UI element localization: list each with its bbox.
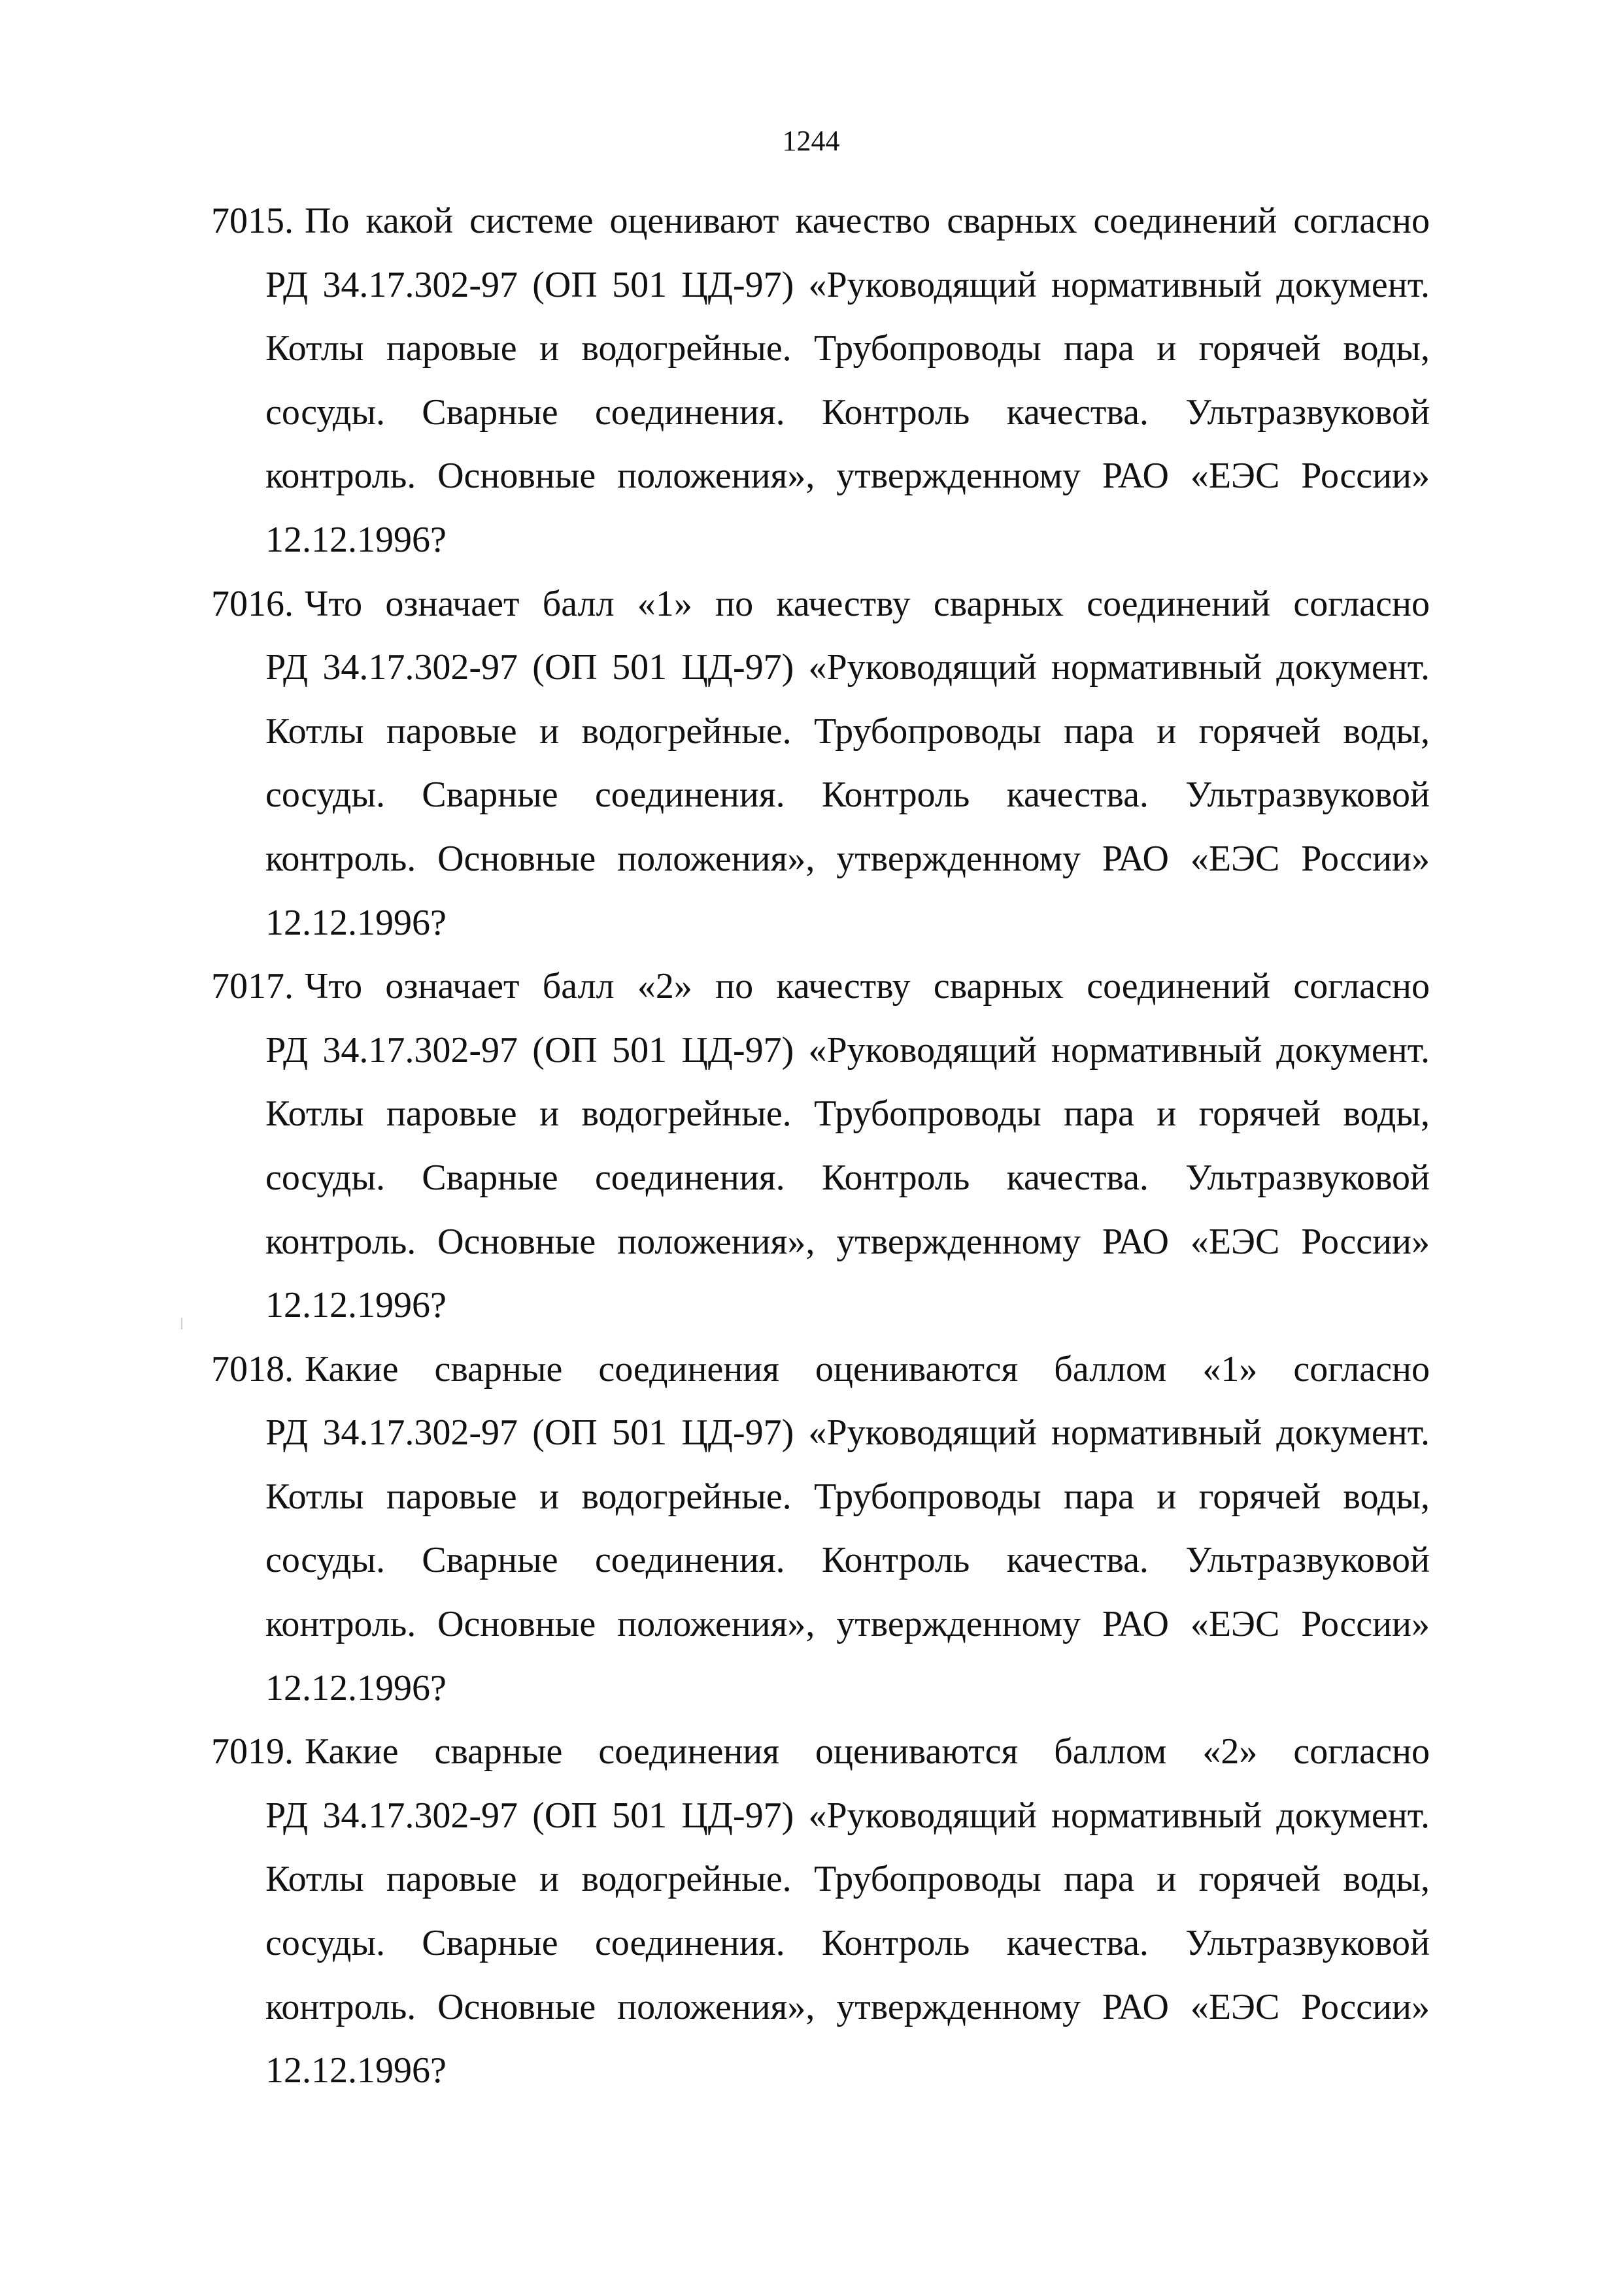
question-7016 <box>211 573 1430 956</box>
question-text-line: РД 34.17.302-97 (ОП 501 ЦД-97) «Руководящий нормативный документ. <box>265 1795 1430 1836</box>
question-number: 7019. <box>211 1731 294 1772</box>
question-text-line: контроль. Основные положения», утвержденному РАО «ЕЭС России» <box>265 1986 1430 2027</box>
question-text-line: сосуды. Сварные соединения. Контроль качества. Ультразвуковой <box>265 391 1430 433</box>
question-text-line: РД 34.17.302-97 (ОП 501 ЦД-97) «Руководящий нормативный документ. <box>265 1412 1430 1454</box>
question-text-line: сосуды. Сварные соединения. Контроль качества. Ультразвуковой <box>265 1923 1430 1964</box>
page-number: 1244 <box>782 125 840 157</box>
question-number: 7017. <box>211 966 294 1007</box>
question-text-line: 12.12.1996? <box>265 1667 447 1708</box>
question-text-line: 12.12.1996? <box>265 902 447 943</box>
question-text-line: контроль. Основные положения», утвержденному РАО «ЕЭС России» <box>265 838 1430 879</box>
question-text-line: 12.12.1996? <box>265 2050 447 2091</box>
question-text-line: Что означает балл «2» по качеству сварных соединений согласно <box>305 966 1430 1007</box>
question-text-line: Что означает балл «1» по качеству сварных соединений согласно <box>305 583 1430 624</box>
question-text-line: контроль. Основные положения», утвержденному РАО «ЕЭС России» <box>265 456 1430 497</box>
question-number: 7015. <box>211 201 294 241</box>
question-text-line: сосуды. Сварные соединения. Контроль качества. Ультразвуковой <box>265 1540 1430 1581</box>
question-text-line: Котлы паровые и водогрейные. Трубопроводы пара и горячей воды, <box>265 1859 1430 1900</box>
margin-mark <box>181 1318 182 1329</box>
question-text-line: Котлы паровые и водогрейные. Трубопроводы пара и горячей воды, <box>265 710 1430 752</box>
question-text-line: РД 34.17.302-97 (ОП 501 ЦД-97) «Руководящий нормативный документ. <box>265 1029 1430 1071</box>
question-text-line: сосуды. Сварные соединения. Контроль качества. Ультразвуковой <box>265 1157 1430 1198</box>
question-7015 <box>211 190 1430 573</box>
question-text-line: 12.12.1996? <box>265 1285 447 1326</box>
question-text-line: Какие сварные соединения оцениваются баллом «2» согласно <box>305 1731 1430 1772</box>
question-text-line: сосуды. Сварные соединения. Контроль качества. Ультразвуковой <box>265 774 1430 816</box>
question-text-line: РД 34.17.302-97 (ОП 501 ЦД-97) «Руководящий нормативный документ. <box>265 647 1430 688</box>
question-number: 7016. <box>211 583 294 624</box>
question-text-line: контроль. Основные положения», утвержденному РАО «ЕЭС России» <box>265 1604 1430 1645</box>
question-7019 <box>211 1720 1430 2103</box>
question-list <box>211 190 1430 2103</box>
question-7018 <box>211 1338 1430 1721</box>
question-text-line: 12.12.1996? <box>265 519 447 560</box>
question-text-line: Котлы паровые и водогрейные. Трубопроводы пара и горячей воды, <box>265 1476 1430 1517</box>
question-text-line: контроль. Основные положения», утвержденному РАО «ЕЭС России» <box>265 1221 1430 1262</box>
question-text-line: По какой системе оценивают качество сварных соединений согласно <box>305 201 1430 241</box>
question-number: 7018. <box>211 1348 294 1389</box>
question-text-line: Какие сварные соединения оцениваются баллом «1» согласно <box>305 1348 1430 1389</box>
question-text-line: Котлы паровые и водогрейные. Трубопроводы пара и горячей воды, <box>265 328 1430 369</box>
question-text-line: РД 34.17.302-97 (ОП 501 ЦД-97) «Руководящий нормативный документ. <box>265 264 1430 305</box>
question-7017 <box>211 955 1430 1338</box>
question-text-line: Котлы паровые и водогрейные. Трубопроводы пара и горячей воды, <box>265 1093 1430 1135</box>
